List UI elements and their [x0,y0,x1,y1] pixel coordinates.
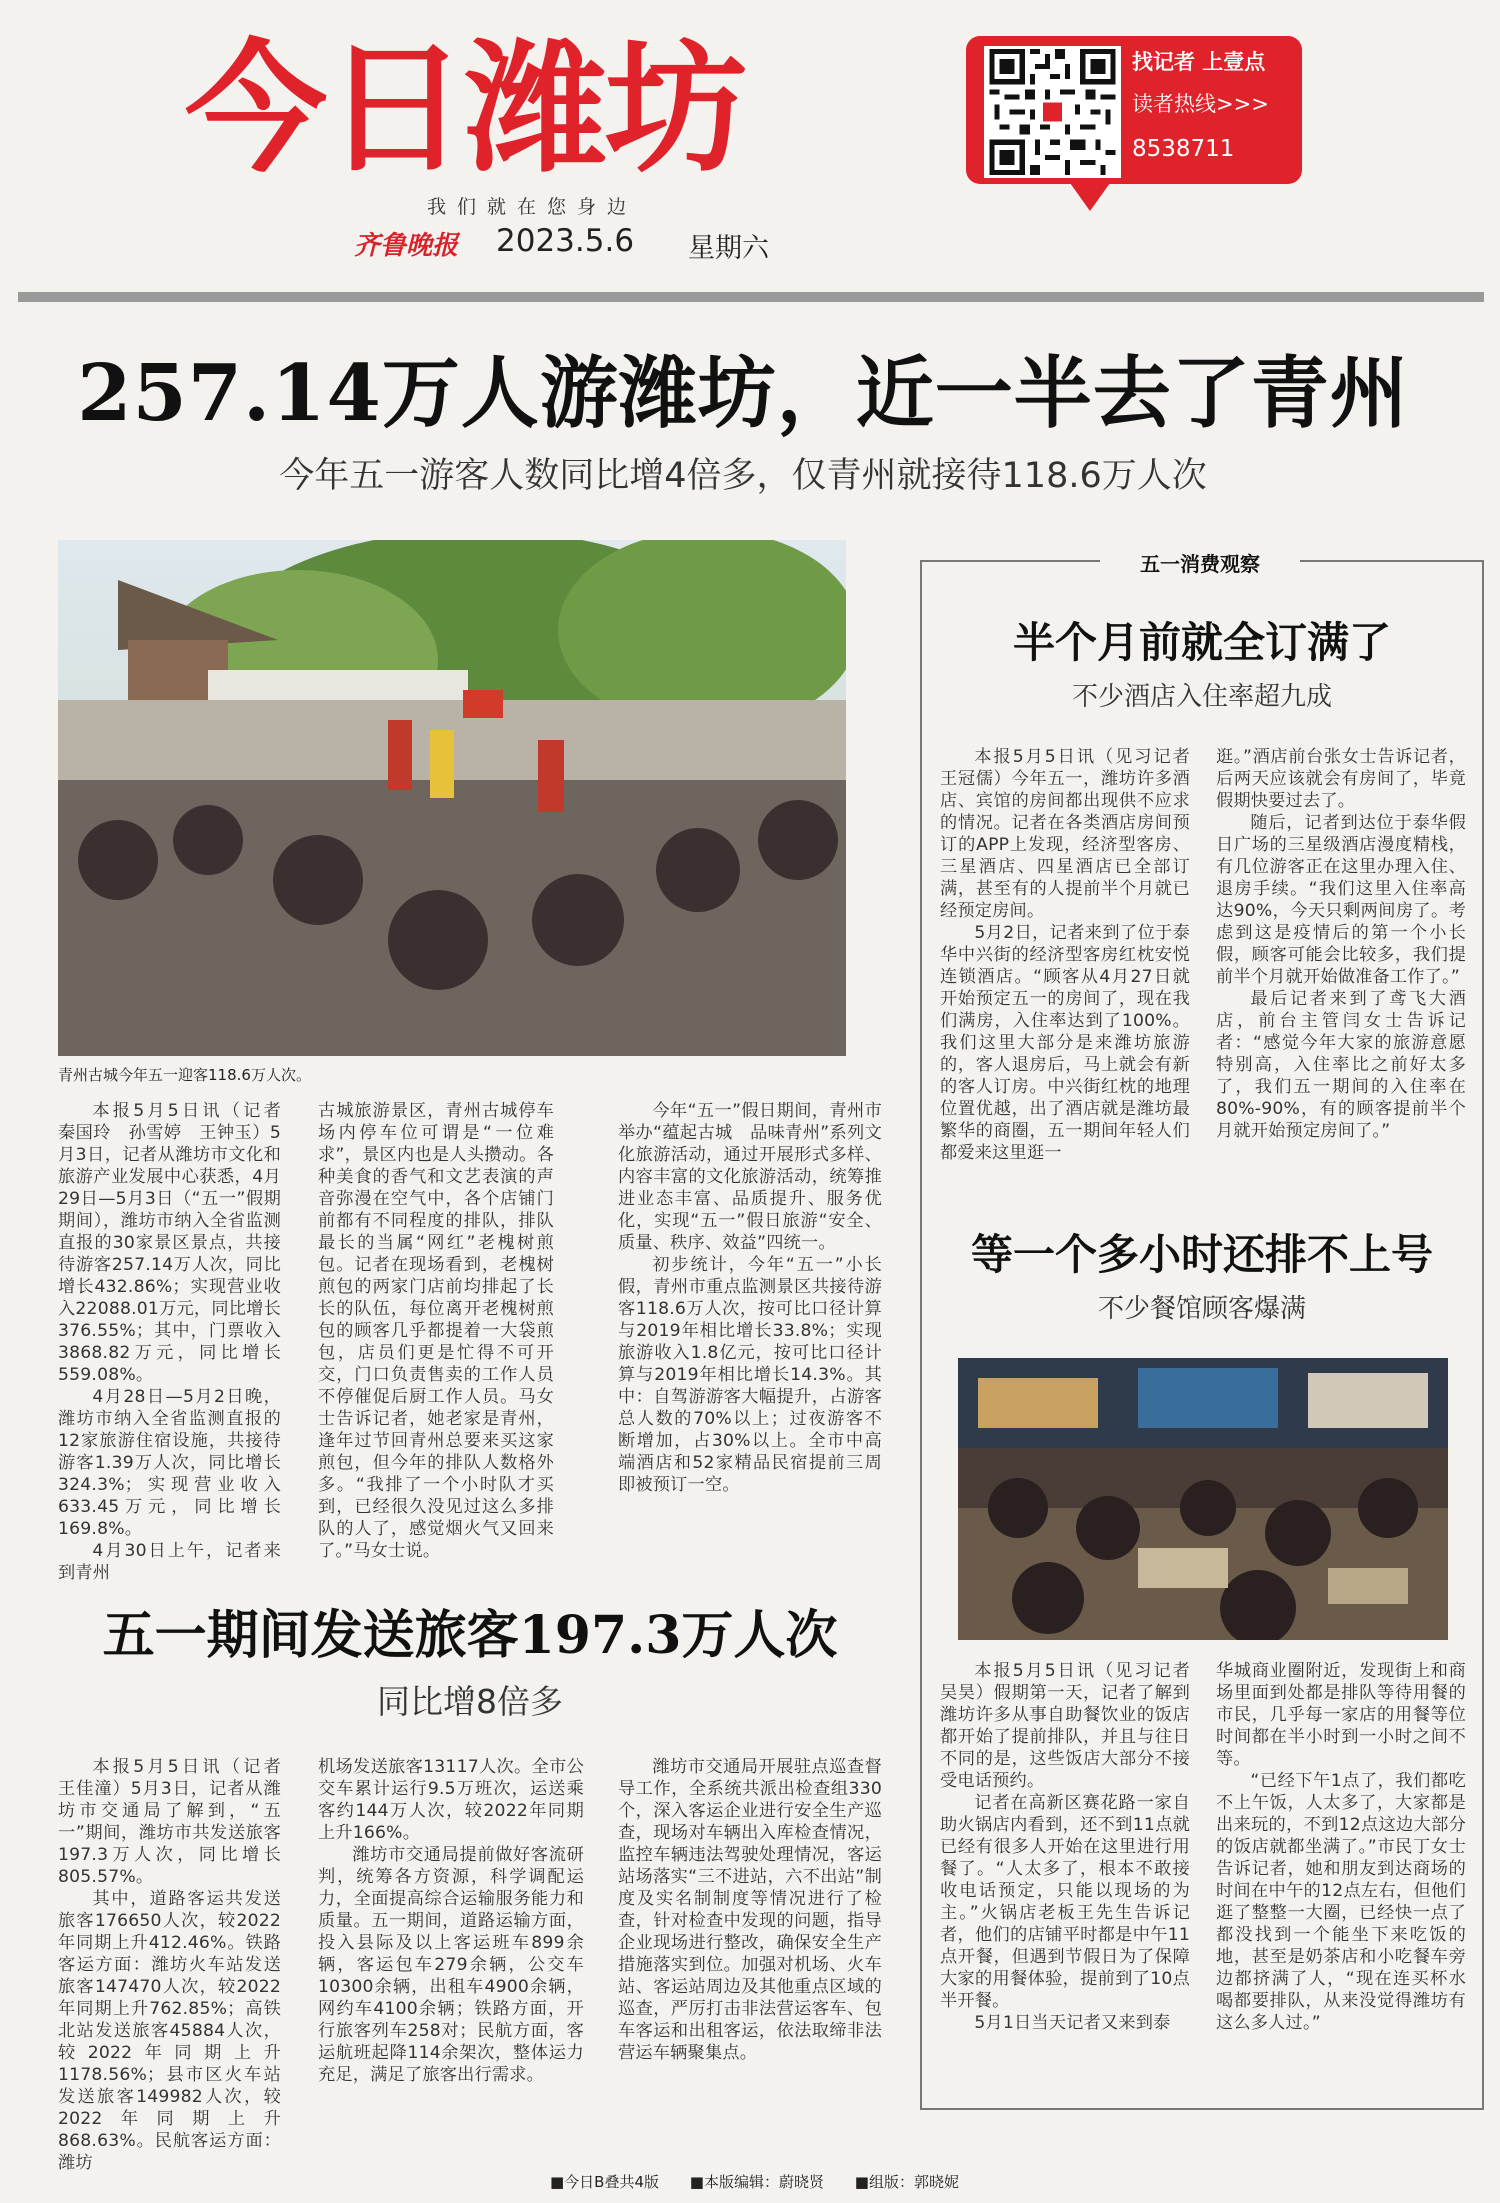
restaurant-col1-para-3: 5月1日当天记者又来到泰 [974,2013,1171,2033]
transport-column-2 [318,1756,584,2118]
hotel-col2-para-2: 随后，记者到达位于泰华假日广场的三星级酒店漫度精栈，有几位游客正在这里办理入住、退房手续。“我们这里入住率高达90%，今天只剩两间房了。考虑到这是疫情后的第一个小长假，顾客可能会比较多，我们提前半个月就开始做准备工作了。” [1216,813,1466,987]
transport-col1-para-1: 本报5月5日讯（记者 王佳潼）5月3日，记者从潍坊市交通局了解到，“五一”期间，潍坊市共发送旅客197.3万人次，同比增长805.57%。 [58,1757,299,1887]
restaurant-story-headline: 等一个多小时还排不上号 [970,1230,1433,1279]
restaurant-col2-para-1: 华城商业圈附近，发现街上和商场里面到处都是排队等待用餐的市民，几乎每一家店的用餐等位时间都在半小时到一小时之间不等。 [1216,1661,1466,1769]
restaurant-col2-para-2: “已经下午1点了，我们都吃不上午饭，人太多了，大家都是出来玩的，不到12点这边大部分的饭店就都坐满了。”市民丁女士告诉记者，她和朋友到达商场的时间在中午的12点左右，但他们逛了整整一大圈，已经快一点了都没找到一个能坐下来吃饭的地，甚至是奶茶店和小吃餐车旁边都挤满了人，“现在连买杯水喝都要排队，从来没觉得潍坊有这么多人过。” [1216,1771,1466,2033]
hotel-story-column-1 [940,746,1208,1202]
lead-col3-para-2: 初步统计，今年“五一”小长假，青州市重点监测景区共接待游客118.6万人次，按可比口径计算与2019年相比增长33.8%；实现旅游收入1.8亿元，按可比口径计算与2019年相比增长14.3%。其中：自驾游游客大幅提升，占游客总人数的70%以上；过夜游客不断增加，占30%以上。全市中高端酒店和52家精品民宿提前三周即被预订一空。 [618,1255,882,1495]
hotel-col2-para-1: 逛。”酒店前台张女士告诉记者，后两天应该就会有房间了，毕竟假期快要过去了。 [1216,747,1466,811]
transport-col1-para-2: 其中，道路客运共发送旅客176650人次，较2022年同期上升412.46%。铁路客运方面：潍坊火车站发送旅客147470人次，较2022年同期上升762.85%；高铁北站发送旅客45884人次，较2022年同期上升1178.56%；县市区火车站发送旅客149982人次，较2022年同期上升868.63%。民航客运方面：潍坊 [58,1889,281,2173]
hotel-story-headline: 半个月前就全订满了 [1012,618,1391,667]
transport-headline: 五一期间发送旅客197.3万人次 [102,1605,838,1666]
lead-photo-caption: 青州古城今年五一迎客118.6万人次。 [58,1066,311,1084]
restaurant-col1-para-1: 本报5月5日讯（见习记者 吴昊）假期第一天，记者了解到潍坊许多从事自助餐饮业的饭店都开始了提前排队，并且与往日不同的是，这些饭店大部分不接受电话预约。 [940,1661,1208,1791]
hotel-col2-para-3: 最后记者来到了鸢飞大酒店，前台主管闫女士告诉记者：“感觉今年大家的旅游意愿特别高，入住率比之前好太多了，我们五一期间的入住率在80%-90%，有的顾客提前半个月就开始预定房间了。” [1216,989,1466,1141]
restaurant-photo-crowded-diners [958,1358,1448,1640]
restaurant-col1-para-2: 记者在高新区赛花路一家自助火锅店内看到，还不到11点就已经有很多人开始在这里进行用餐了。“人太多了，根本不敢接收电话预定，只能以现场的为主。”火锅店老板王先生告诉记者，他们的店铺平时都是中午11点开餐，但遇到节假日为了保障大家的用餐体验，提前到了10点半开餐。 [940,1793,1190,2011]
lead-col1-para-1: 本报5月5日讯（记者 秦国玲 孙雪婷 王钟玉）5月3日，记者从潍坊市文化和旅游产业发展中心获悉，4月29日—5月3日（“五一”假期期间），潍坊市纳入全省监测直报的30家景区景点，共接待游客257.14万人次，同比增长432.86%；实现营业收入22088.01万元，同比增长376.55%；其中，门票收入3868.82万元，同比增长559.08%。 [58,1101,299,1385]
lead-col1-para-3: 4月30日上午，记者来到青州 [58,1541,281,1583]
footer-edition-info: ■今日B叠共4版 [550,2173,660,2191]
issue-date: 2023.5.6 [496,223,635,259]
transport-column-1 [58,1756,299,2173]
masthead-tagline: 我们就在您身边 [427,196,638,218]
footer-layout: ■组版：郭晓妮 [854,2173,959,2191]
masthead-title: 今日潍坊 [185,27,745,192]
lead-headline: 257.14万人游潍坊，近一半去了青州 [77,348,1409,439]
lead-column-2 [318,1100,554,1561]
consumption-box-label: 五一消费观察 [1100,548,1300,580]
transport-col2-para-2: 潍坊市交通局提前做好客流研判，统筹各方资源，科学调配运力，全面提高综合运输服务能力和质量。五一期间，道路运输方面，投入县际及以上客运班车899余辆，客运包车279余辆，公交车10300余辆，出租车4900余辆，网约车4100余辆；铁路方面，开行旅客列车258对；民航方面，客运航班起降114余架次，整体运力充足，满足了旅客出行需求。 [318,1845,584,2085]
footer-editor: ■本版编辑：蔚晓贤 [689,2173,824,2191]
promo-bubble-tail [1070,183,1110,211]
restaurant-story-column-2 [1216,1660,1466,2100]
lead-photo-qingzhou-old-town [58,540,846,1056]
page-footer [550,2171,985,2192]
brand-logo: 齐鲁晚报 [354,231,459,261]
promo-hotline-number[interactable]: 8538711 [1132,136,1235,162]
issue-weekday: 星期六 [688,233,769,264]
transport-col2-para-1: 机场发送旅客13117人次。全市公交车累计运行9.5万班次，运送乘客约144万人次，较2022年同期上升166%。 [318,1757,584,1843]
transport-column-3 [618,1756,882,2118]
masthead-divider [18,292,1484,302]
lead-column-3 [618,1100,882,1556]
lead-col2-para-1: 古城旅游景区，青州古城停车场内停车位可谓是“一位难求”，景区内也是人头攒动。各种美食的香气和文艺表演的声音弥漫在空气中，各个店铺门前都有不同程度的排队，排队最长的当属“网红”老槐树煎包。记者在现场看到，老槐树煎包的两家门店前均排起了长长的队伍，每位离开老槐树煎包的顾客几乎都提着一大袋煎包，店员们更是忙得不可开交，门口负责售卖的工作人员不停催促后厨工作人员。马女士告诉记者，她老家是青州，逢年过节回青州总要来买这家煎包，但今年的排队人数格外多。“我排了一个小时队才买到，已经很久没见过这么多排队的人了，感觉烟火气又回来了。”马女士说。 [318,1101,554,1561]
hotel-col1-para-1: 本报5月5日讯（见习记者 王冠儒）今年五一，潍坊许多酒店、宾馆的房间都出现供不应求的情况。记者在各类酒店房间预订的APP上发现，经济型客房、三星酒店、四星酒店已全部订满，甚至有的人提前半个月就已经预定房间。 [940,747,1208,921]
lead-column-1 [58,1100,299,1583]
hotel-col1-para-2: 5月2日，记者来到了位于泰华中兴街的经济型客房红枕安悦连锁酒店。“顾客从4月27日就开始预定五一的房间了，现在我们满房，入住率达到了100%。我们这里大部分是来潍坊旅游的，客人退房后，马上就会有新的客人订房。中兴街红枕的地理位置优越，出了酒店就是潍坊最繁华的商圈，五一期间年轻人们都爱来这里逛一 [940,923,1190,1163]
qr-code-icon[interactable] [984,46,1121,178]
restaurant-story-subhead: 不少餐馆顾客爆满 [1097,1294,1306,1324]
lead-col3-para-1: 今年“五一”假日期间，青州市举办“蕴起古城 品味青州”系列文化旅游活动，通过开展形式多样、内容丰富的文化旅游活动，统筹推进业态丰富、品质提升、服务优化，实现“五一”假日旅游“安全、质量、秩序、效益”四统一。 [618,1101,882,1253]
restaurant-story-column-1 [940,1660,1208,2100]
promo-hotline-label: 读者热线>>> [1132,92,1269,116]
transport-col3-para-1: 潍坊市交通局开展驻点巡查督导工作，全系统共派出检查组330个，深入客运企业进行安全生产巡查，现场对车辆出入库检查情况，监控车辆违法驾驶处理情况，客运站场落实“三不进站，六不出站”制度及实名制制度等情况进行了检查，针对检查中发现的问题，指导企业现场进行整改，确保安全生产措施落实到位。加强对机场、火车站、客运站周边及其他重点区域的巡查，严厉打击非法营运客车、包车客运和出租客运，依法取缔非法营运车辆聚集点。 [618,1757,882,2063]
promo-find-reporter: 找记者 上壹点 [1132,50,1266,74]
hotel-story-subhead: 不少酒店入住率超九成 [1071,682,1332,712]
transport-subhead: 同比增8倍多 [377,1682,563,1721]
lead-subhead: 今年五一游客人数同比增4倍多，仅青州就接待118.6万人次 [279,456,1207,496]
lead-col1-para-2: 4月28日—5月2日晚，潍坊市纳入全省监测直报的12家旅游住宿设施，共接待游客1.39万人次，同比增长324.3%；实现营业收入633.45万元，同比增长169.8%。 [58,1387,281,1539]
hotel-story-column-2 [1216,746,1466,1202]
